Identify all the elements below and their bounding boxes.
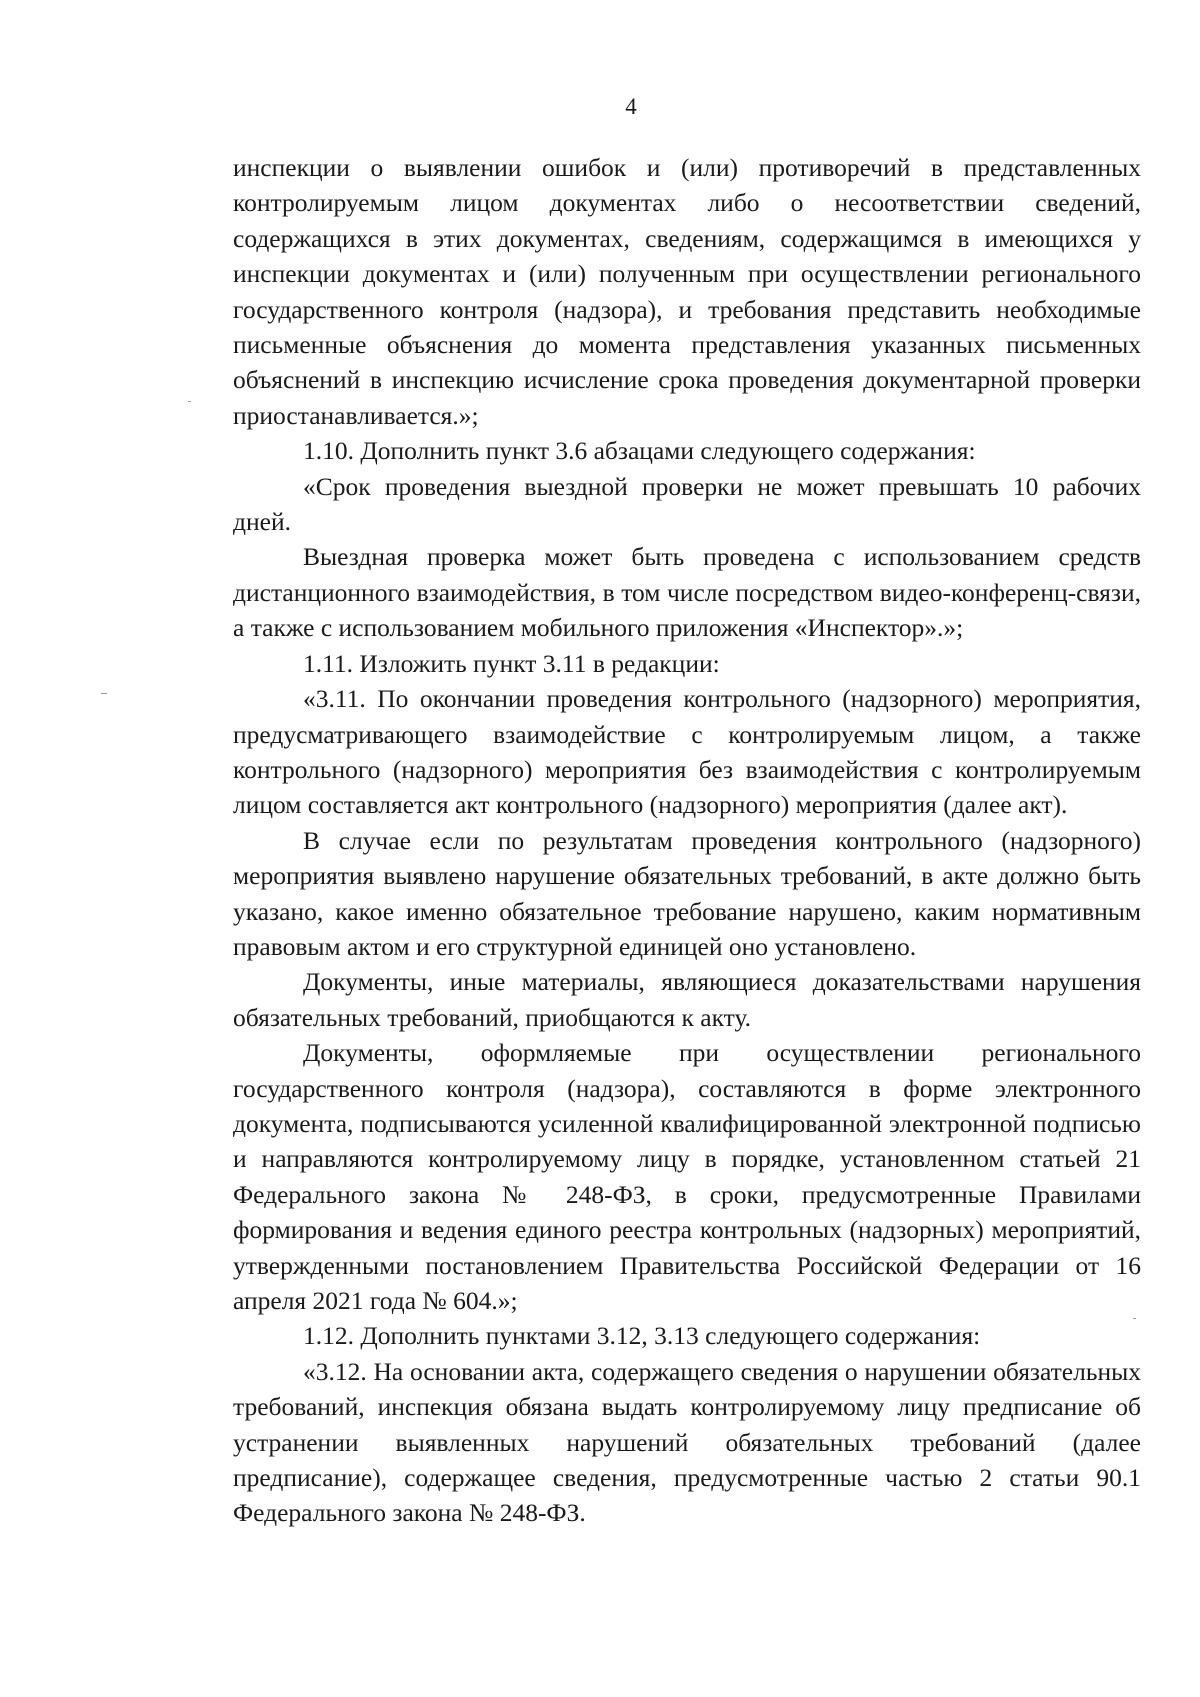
paragraph-continuation: инспекции о выявлении ошибок и (или) противоречий в представленных контролируемым лицом документах либо о несоответствии сведений, содержащихся в этих документах, сведениям, содержащимся в имеющихся у инспекции документах и (или) полученным при осуществлении регионального государственного контроля (надзора), и требования представить необходимые письменные объяснения до момента представления указанных письменных объяснений в инспекцию исчисление срока проведения документарной проверки приостанавливается.»;: [233, 153, 1141, 430]
paragraph-evidence-documents: Документы, иные материалы, являющиеся доказательствами нарушения обязательных требований, приобщаются к акту.: [233, 967, 1141, 1032]
paragraph-electronic-documents: Документы, оформляемые при осуществлении регионального государственного контроля (надзора), составляются в форме электронного документа, подписываются усиленной квалифицированной электронной подписью и направляются контролируемому лицу в порядке, установленном статьей 21 Федерального закона № 248-ФЗ, в сроки, предусмотренные Правилами формирования и ведения единого реестра контрольных (надзорных) мероприятий, утвержденными постановлением Правительства Российской Федерации от 16 апреля 2021 года № 604.»;: [233, 1038, 1141, 1315]
paragraph-amendment-1-10: 1.10. Дополнить пункт 3.6 абзацами следующего содержания:: [303, 436, 976, 466]
paragraph-quote-inspection-term: «Срок проведения выездной проверки не может превышать 10 рабочих дней.: [233, 471, 1141, 537]
page-number: 4: [625, 94, 637, 119]
paragraph-remote-inspection: Выездная проверка может быть проведена с использованием средств дистанционного взаимодействия, в том числе посредством видео-конференц-связи, а также с использованием мобильного приложения «Инспектор».»;: [233, 542, 1141, 643]
scan-mark: [101, 693, 107, 694]
paragraph-quote-3-12: «3.12. На основании акта, содержащего сведения о нарушении обязательных требований, инспекция обязана выдать контролируемому лицу предписание об устранении выявленных нарушений обязательных требований (далее предписание), содержащее сведения, предусмотренные частью 2 статьи 90.1 Федерального закона № 248-ФЗ.: [233, 1356, 1141, 1528]
scan-mark: [188, 401, 191, 402]
paragraph-amendment-1-11: 1.11. Изложить пункт 3.11 в редакции:: [303, 648, 720, 678]
document-body: [233, 150, 1141, 1531]
paragraph-amendment-1-12: 1.12. Дополнить пунктами 3.12, 3.13 следующего содержания:: [303, 1321, 981, 1351]
paragraph-violation-detected: В случае если по результатам проведения контрольного (надзорного) мероприятия выявлено нарушение обязательных требований, в акте должно быть указано, какое именно обязательное требование нарушено, каким нормативным правовым актом и его структурной единицей оно установлено.: [233, 825, 1141, 961]
paragraph-quote-3-11: «3.11. По окончании проведения контрольного (надзорного) мероприятия, предусматривающего взаимодействие с контролируемым лицом, а также контрольного (надзорного) мероприятия без взаимодействия с контролируемым лицом составляется акт контрольного (надзорного) мероприятия (далее акт).: [233, 684, 1141, 820]
